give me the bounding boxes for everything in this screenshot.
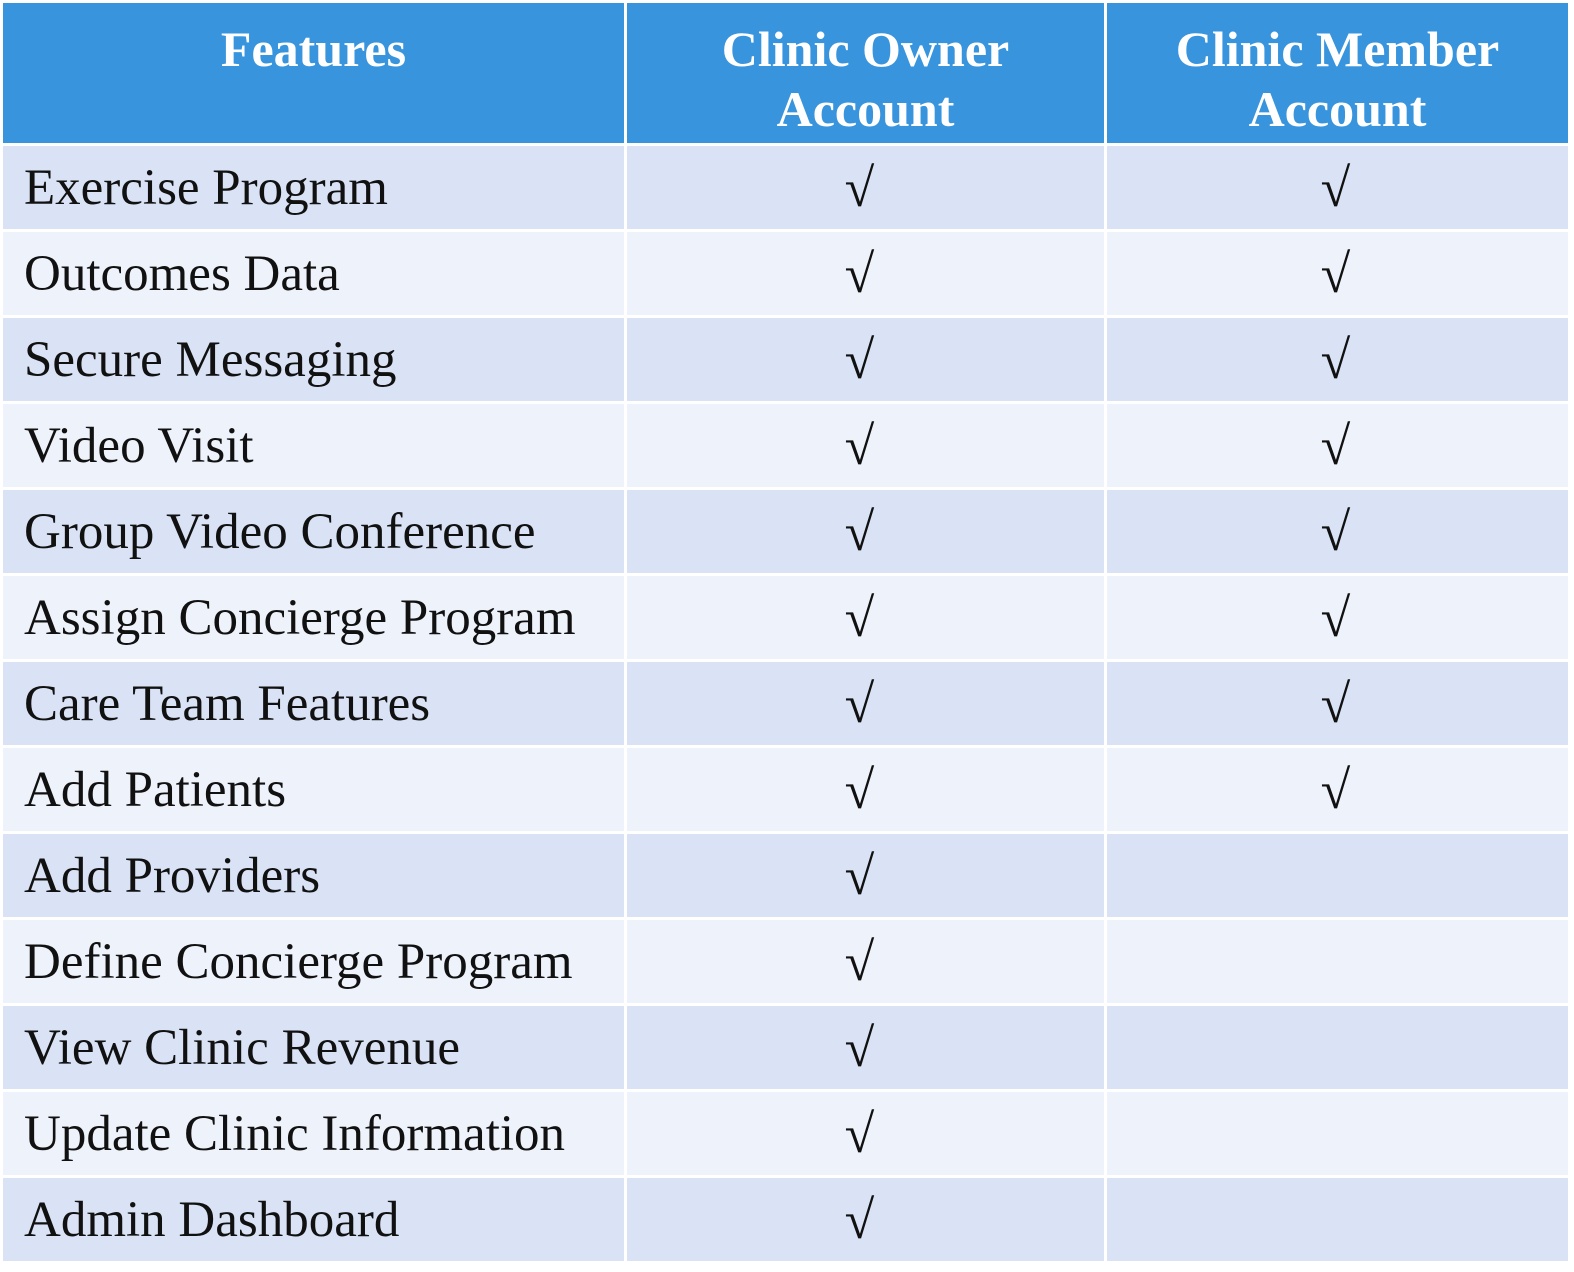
feature-name-cell: Add Providers <box>2 833 626 919</box>
table-row <box>2 1091 1570 1177</box>
member-check-cell <box>1106 833 1570 919</box>
table-row <box>2 1005 1570 1091</box>
feature-name-cell: Care Team Features <box>2 661 626 747</box>
member-check-cell: √ <box>1106 317 1570 403</box>
member-check-cell <box>1106 919 1570 1005</box>
owner-check-cell: √ <box>626 403 1106 489</box>
owner-check-cell: √ <box>626 575 1106 661</box>
member-check-cell: √ <box>1106 661 1570 747</box>
owner-check-cell: √ <box>626 661 1106 747</box>
member-check-cell <box>1106 1177 1570 1263</box>
table-header-row <box>2 2 1570 145</box>
feature-name-cell: Define Concierge Program <box>2 919 626 1005</box>
table-row <box>2 317 1570 403</box>
owner-check-cell: √ <box>626 833 1106 919</box>
header-clinic-owner-account: Clinic Owner Account <box>626 2 1106 145</box>
owner-check-cell: √ <box>626 1177 1106 1263</box>
header-clinic-member-account: Clinic Member Account <box>1106 2 1570 145</box>
header-features: Features <box>2 2 626 145</box>
owner-check-cell: √ <box>626 145 1106 231</box>
owner-check-cell: √ <box>626 231 1106 317</box>
member-check-cell: √ <box>1106 747 1570 833</box>
table-row <box>2 489 1570 575</box>
member-check-cell: √ <box>1106 489 1570 575</box>
table-body <box>2 145 1570 1263</box>
owner-check-cell: √ <box>626 317 1106 403</box>
owner-check-cell: √ <box>626 489 1106 575</box>
feature-name-cell: Add Patients <box>2 747 626 833</box>
member-check-cell: √ <box>1106 145 1570 231</box>
feature-name-cell: Assign Concierge Program <box>2 575 626 661</box>
feature-name-cell: View Clinic Revenue <box>2 1005 626 1091</box>
member-check-cell <box>1106 1005 1570 1091</box>
table-row <box>2 403 1570 489</box>
feature-name-cell: Secure Messaging <box>2 317 626 403</box>
table-row <box>2 747 1570 833</box>
table-row <box>2 145 1570 231</box>
table-row <box>2 231 1570 317</box>
table-row <box>2 919 1570 1005</box>
feature-name-cell: Group Video Conference <box>2 489 626 575</box>
feature-name-cell: Outcomes Data <box>2 231 626 317</box>
owner-check-cell: √ <box>626 1091 1106 1177</box>
member-check-cell: √ <box>1106 575 1570 661</box>
feature-name-cell: Update Clinic Information <box>2 1091 626 1177</box>
feature-name-cell: Exercise Program <box>2 145 626 231</box>
member-check-cell: √ <box>1106 403 1570 489</box>
owner-check-cell: √ <box>626 747 1106 833</box>
member-check-cell: √ <box>1106 231 1570 317</box>
owner-check-cell: √ <box>626 919 1106 1005</box>
feature-name-cell: Admin Dashboard <box>2 1177 626 1263</box>
table-row <box>2 575 1570 661</box>
table-row <box>2 661 1570 747</box>
table-row <box>2 833 1570 919</box>
member-check-cell <box>1106 1091 1570 1177</box>
feature-name-cell: Video Visit <box>2 403 626 489</box>
table-row <box>2 1177 1570 1263</box>
owner-check-cell: √ <box>626 1005 1106 1091</box>
